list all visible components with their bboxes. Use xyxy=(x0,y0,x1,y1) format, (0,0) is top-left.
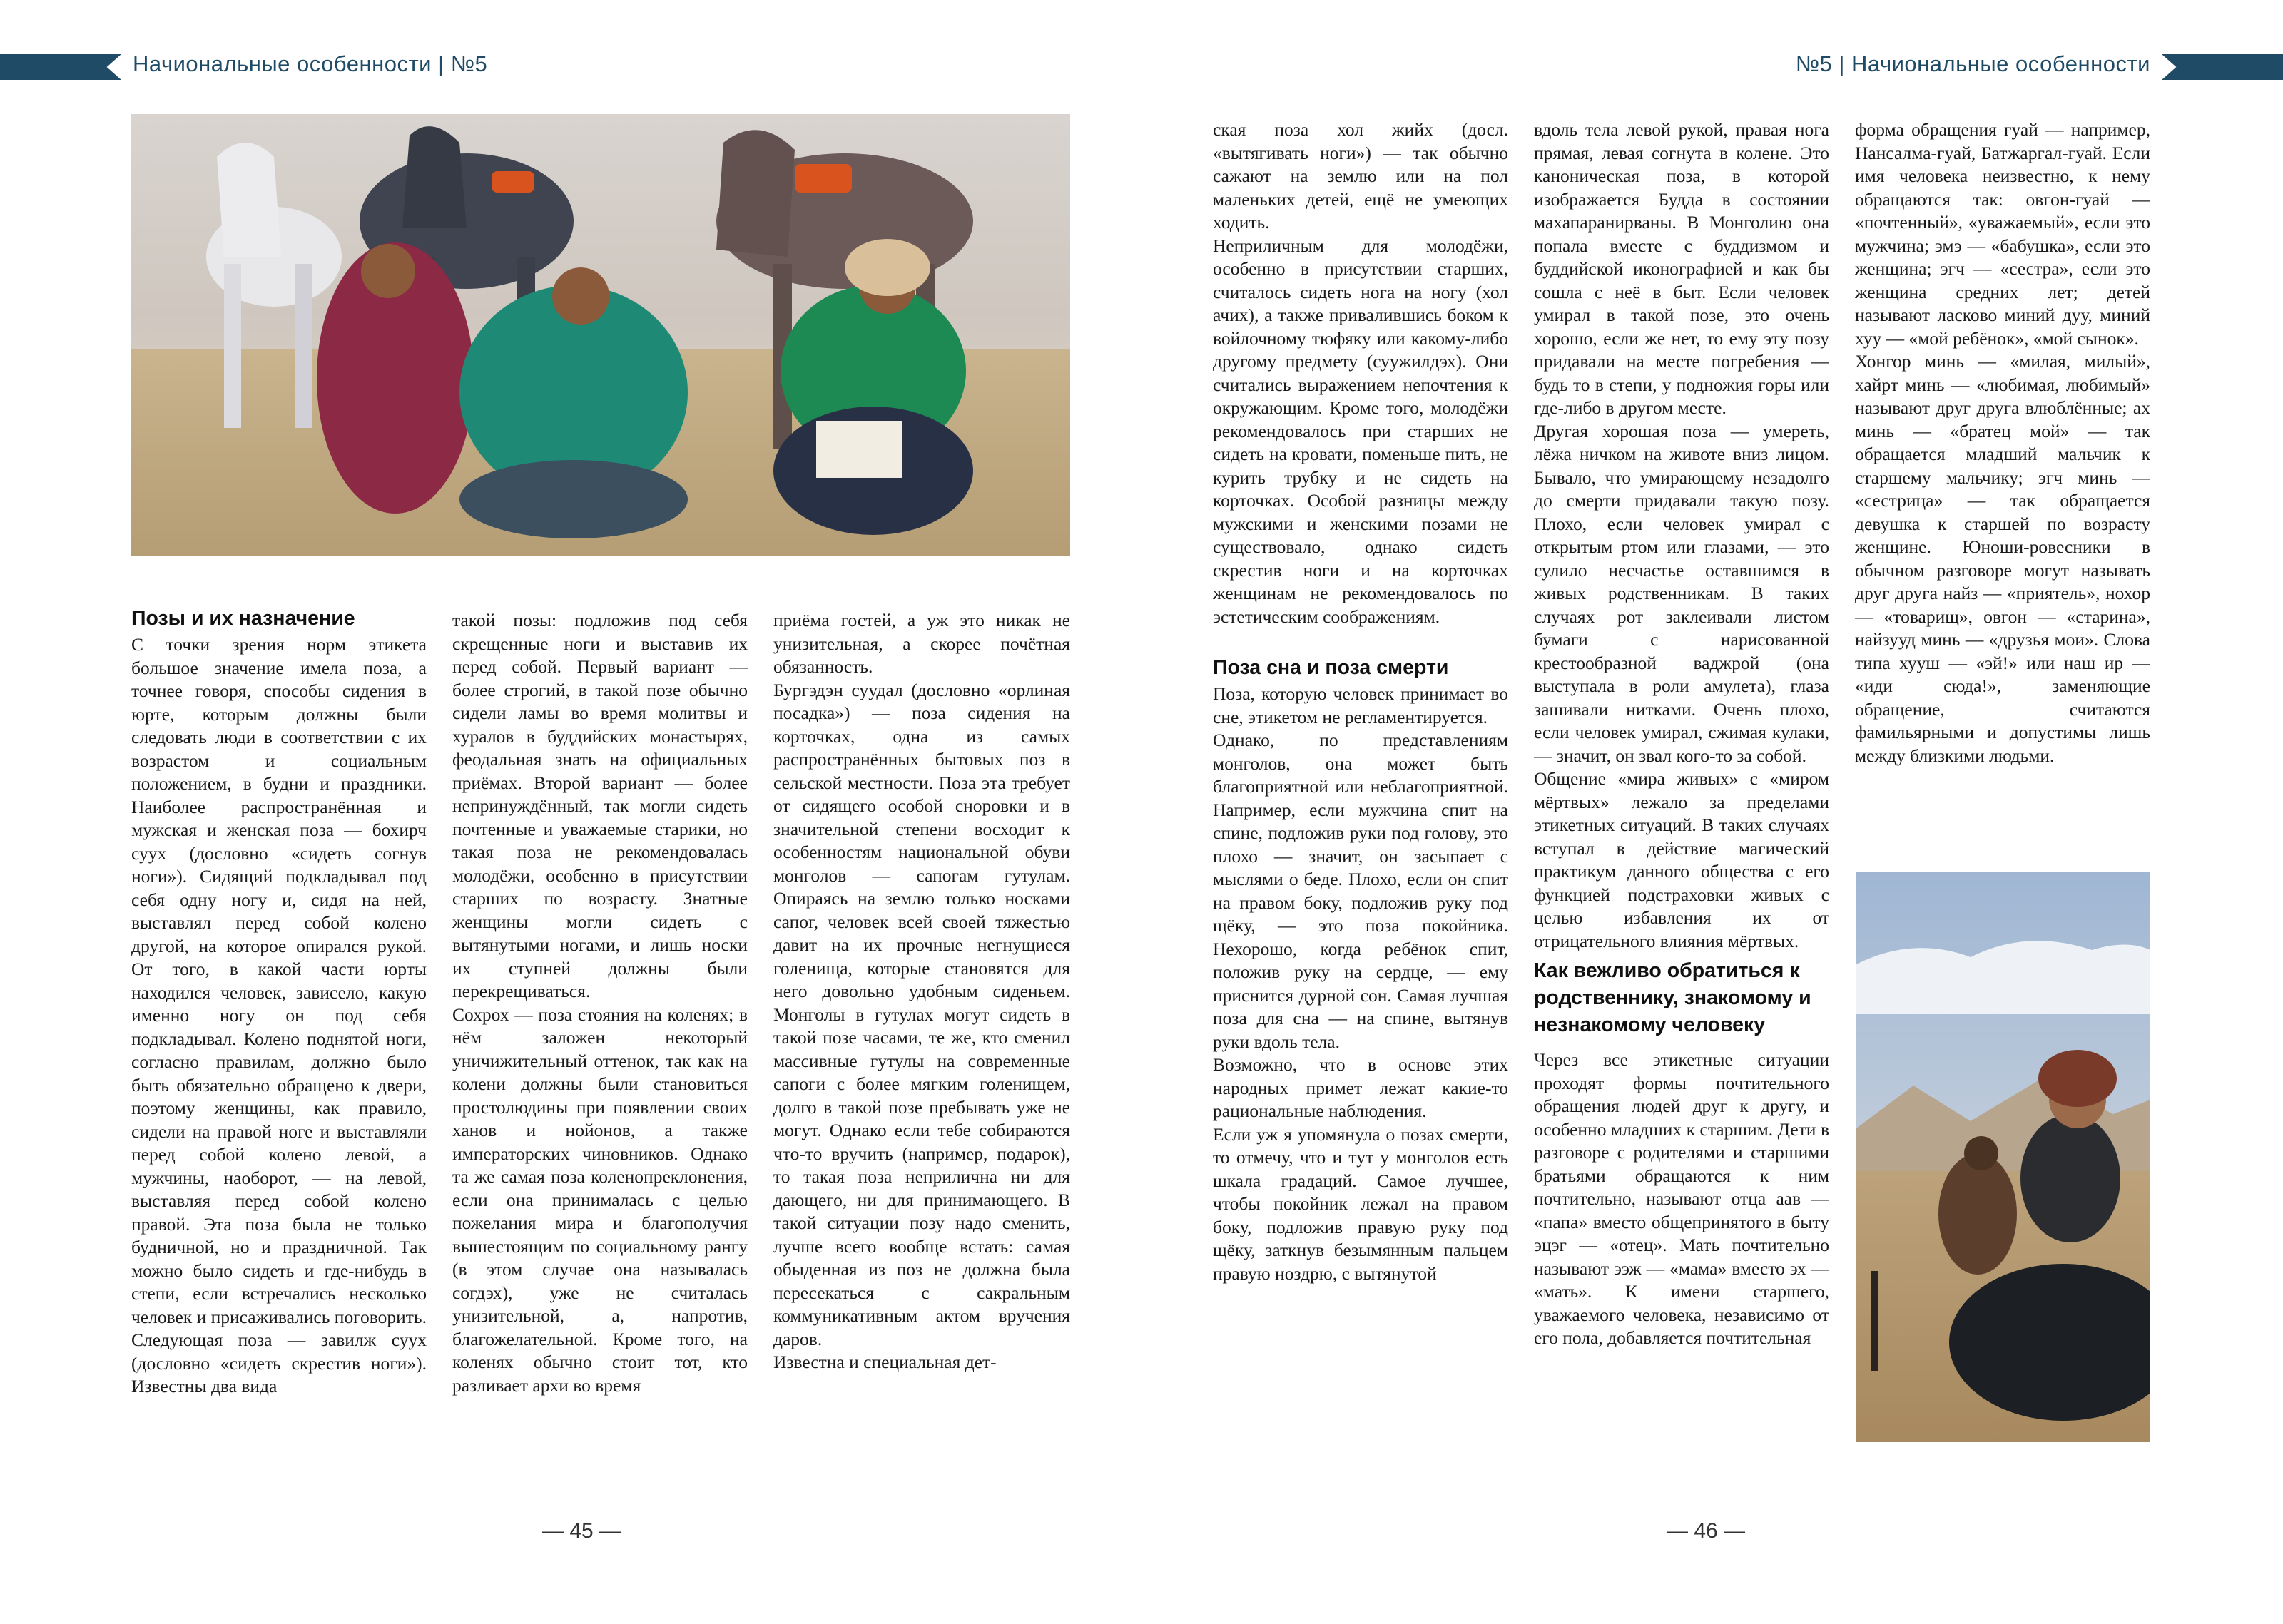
paragraph: Другая хорошая поза — умереть, лёжа ничком на животе вниз лицом. Бывало, что умирающему незадолго до смерти придавали такую позу. Плохо, если человек умирал с открытым ртом или глазами, — это сулило несчастье оставшимся в живых родственникам. В таких случаях рот заклеивали листом бумаги с нарисованной крестообразной ваджрой (она выступала в роли амулета), глаза зашивали нитками. Очень плохо, если человек умирал, сжимая кулаки, — значит, он звал кого-то за собой. xyxy=(1534,420,1829,766)
paragraph: Общение «мира живых» с «миром мёртвых» лежало за пределами этикетных ситуаций. В таких случаях вступал в действие магический практикум данного общества с его функцией подстраховки живых с целью избавления их от отрицательного влияния мёртвых. xyxy=(1534,768,1829,951)
page-number-46: — 46 — xyxy=(1667,1519,1746,1543)
paragraph: приёма гостей, а уж это никак не унизительная, а скорее почётная обязанность. xyxy=(773,610,1070,677)
paragraph: Бургэдэн суудал (дословно «орлиная посадка») — поза сидения на корточках, одна из самых распространённых бытовых поз в сельской местности. Поза эта требует от сидящего особой сноровки и в значительной степени восходит к особенностям национальной обуви монголов — сапогам гутулам. Опираясь на землю только носками сапог, человек всей своей тяжестью давит на их прочные негнущиеся голенища, которые становятся для него довольно удобным сиденьем. Монголы в гутулах могут сидеть в такой позе часами, те же, кто сменил массивные гутулы на современные сапоги с более мягким голенищем, долго в такой позе пребывать уже не могут. Однако если тебе собираются что-то вручить (например, подарок), то такая поза неприлична ни для дающего, ни для принимающего. В такой ситуации позу надо сменить, лучше всего вообще встать: самая обыденная из поз не должна была пересекаться с сакральным коммуникативным актом вручения даров. xyxy=(773,679,1070,1349)
herders-horses-photo xyxy=(131,114,1070,556)
heading-polite-address: Как вежливо обратиться к родственнику, знакомому и незнакомому человеку xyxy=(1534,959,1811,1036)
paragraph: Хонгор минь — «милая, милый», хайрт минь — «любимая, любимый» называют друг друга влюблённые; ах минь — «братец мой» — так обращается младший мальчик к старшему мальчику; эгч минь — «сестрица» — так обращается девушка к старшей по возрасту женщине. Юноши-ровесники в обычном разговоре могут называть друг друга найз — «приятель», нохор — «товарищ», овгон — «старина», найзууд минь — «друзья мои». Слова типа хууш — «эй!» или наш ир — «иди сюда!», заменяющие обращение, считаются фамильярными и допустимы лишь между близкими людьми. xyxy=(1855,351,2150,766)
eagle-hunter-photo xyxy=(1856,872,2150,1442)
paragraph: Сохрох — поза стояния на коленях; в нём заложен некоторый уничижительный оттенок, так как на колени должны были становиться простолюдины при появлении своих ханов и нойонов, а также императорских чиновников. Однако та же самая поза коленопреклонения, если она принималась с целью пожелания мира и благополучия вышестоящим по социальному рангу (в этом случае она называлась согдэх), уже не считалась унизительной, а, напротив, благожелательной. Кроме того, на коленях обычно стоит тот, кто разливает архи во время xyxy=(452,1003,748,1396)
paragraph: такой позы: подложив под себя скрещенные ноги и выставив их перед собой. Первый вариант — более строгий, в такой позе обычно сидели ламы во время молитвы и хуралов в буддийских монастырях, феодальная знать на официальных приёмах. Второй вариант — более непринуждённый, так могли сидеть почтенные и уважаемые старики, но такая поза не рекомендовалась молодёжи, особенно в присутствии старших по возрасту. Знатные женщины могли сидеть с вытянутыми ногами, и лишь носки их ступней должны были перекрещиваться. xyxy=(452,610,748,1001)
page46-column-2 xyxy=(1534,118,1829,1446)
paragraph: форма обращения гуай — например, Нансалма-гуай, Батжаргал-гуай. Если имя человека неизвестно, к нему обращаются так: овгон-гуай — «почтенный», «уважаемый», если это мужчина; эмэ — «бабушка», если это женщина; эгч — «сестра», если это женщина средних лет; детей называют ласково миний дуу, миний хуу — «мой ребёнок», «мой сынок». xyxy=(1855,119,2150,349)
page45-column-1 xyxy=(131,605,427,1446)
header-band-left xyxy=(0,54,121,80)
paragraph: Неприличным для молодёжи, особенно в присутствии старших, считалось сидеть нога на ногу (хол ачих), а также привалившись боком к войлочному тюфяку или какому-либо другому предмету (суужилдэх). Они считались выражением непочтения к окружающим. Кроме того, молодёжи рекомендовалось при старших не сидеть на кровати, поменьше пить, не курить трубку и не сидеть на корточках. Особой разницы между мужскими и женскими позами не существовало, однако сидеть скрестив ноги и на корточках женщинам не рекомендовалось по эстетическим соображениям. xyxy=(1213,235,1508,627)
paragraph: Если уж я упомянула о позах смерти, то отмечу, что и тут у монголов есть шкала градаций. Самое лучшее, чтобы покойник лежал на правом боку, подложив правую руку под щёку, заткнув безымянным пальцем правую ноздрю, с вытянутой xyxy=(1213,1123,1508,1284)
page45-column-3 xyxy=(773,609,1070,1446)
page-number-45: — 45 — xyxy=(542,1519,621,1543)
paragraph: ская поза хол жийх (досл. «вытягивать ноги») — так обычно сажают на землю или на пол маленьких детей, ещё не умеющих ходить. xyxy=(1213,119,1508,233)
paragraph: С точки зрения норм этикета большое значение имела поза, а точнее говоря, способы сидения в юрте, которым должны были следовать люди в соответствии с их возрастом и социальным положением, в будни и праздники. Наиболее распространённая и мужская и женская поза — бохирч суух (дословно «сидеть согнув ноги»). Сидящий подкладывал под себя одну ногу и, сидя на ней, выставлял перед собой колено другой, на которое опирался рукой. От того, в какой части юрты находился человек, зависело, какую именно ногу он под себя подкладывал. Колено поднятой ноги, согласно правилам, должно было быть обязательно обращено к двери, поэтому женщины, как правило, сидели на правой ноге и выставляли перед собой колено левой, а мужчины, наоборот, — на левой, выставляя перед собой колено правой. Эта поза была не только будничной, но и праздничной. Так можно было сидеть и где-нибудь в степи, если встречались несколько человек и присаживались поговорить. xyxy=(131,634,427,1327)
heading-poses-purpose: Позы и их назначение xyxy=(131,607,355,630)
page46-column-1 xyxy=(1213,118,1508,1446)
header-band-right xyxy=(2162,54,2283,80)
paragraph: Через все этикетные ситуации проходят формы почтительного обращения людей друг к другу, и особенно младших к старшим. Дети в разговоре с родителями и старшими братьями обращаются к ним почтительно, называют отца аав — «папа» вместо общепринятого в быту эцэг — «отец». Мать почтительно называют ээж — «мама» вместо эх — «мать». К имени старшего, уважаемого человека, независимо от его пола, добавляется почтительная xyxy=(1534,1049,1829,1348)
paragraph: Однако, по представлениям монголов, она может быть благоприятной или неблагоприятной. Например, если мужчина спит на спине, подложив руки под голову, это плохо — значит, он засыпает с мыслями о беде. Плохо, если он спит на правом боку, подложив руку под щёку, — это поза покойника. Нехорошо, когда ребёнок спит, положив руку на сердце, — ему приснится дурной сон. Самая лучшая поза для сна — на спине, вытянув руки вдоль тела. xyxy=(1213,730,1508,1052)
heading-sleep-death-pose: Поза сна и поза смерти xyxy=(1213,656,1449,679)
paragraph: Известна и специальная дет- xyxy=(773,1352,997,1372)
paragraph: Следующая поза — завилж суух (дословно «сидеть скрестив ноги»). Известны два вида xyxy=(131,1329,427,1396)
running-header-left: Начиональные особенности | №5 xyxy=(133,51,488,76)
page46-column-3 xyxy=(1855,118,2150,853)
paragraph: Поза, которую человек принимает во сне, этикетом не регламентируется. xyxy=(1213,683,1508,727)
running-header-right: №5 | Начиональные особенности xyxy=(1795,51,2150,76)
paragraph: Возможно, что в основе этих народных примет лежат какие-то рациональные наблюдения. xyxy=(1213,1054,1508,1121)
paragraph: вдоль тела левой рукой, правая нога прямая, левая согнута в колене. Это каноническая поза, в которой изображается Будда в состоянии махапаранирваны. В Монголию она попала вместе с буддизмом и буддийской иконографией и как бы сошла с неё в быт. Если человек умирал в такой позе, это очень хорошо, если же нет, то ему эту позу придавали на месте погребения — будь то в степи, у подножия горы или где-либо в другом месте. xyxy=(1534,119,1829,418)
page45-column-2 xyxy=(452,609,748,1446)
